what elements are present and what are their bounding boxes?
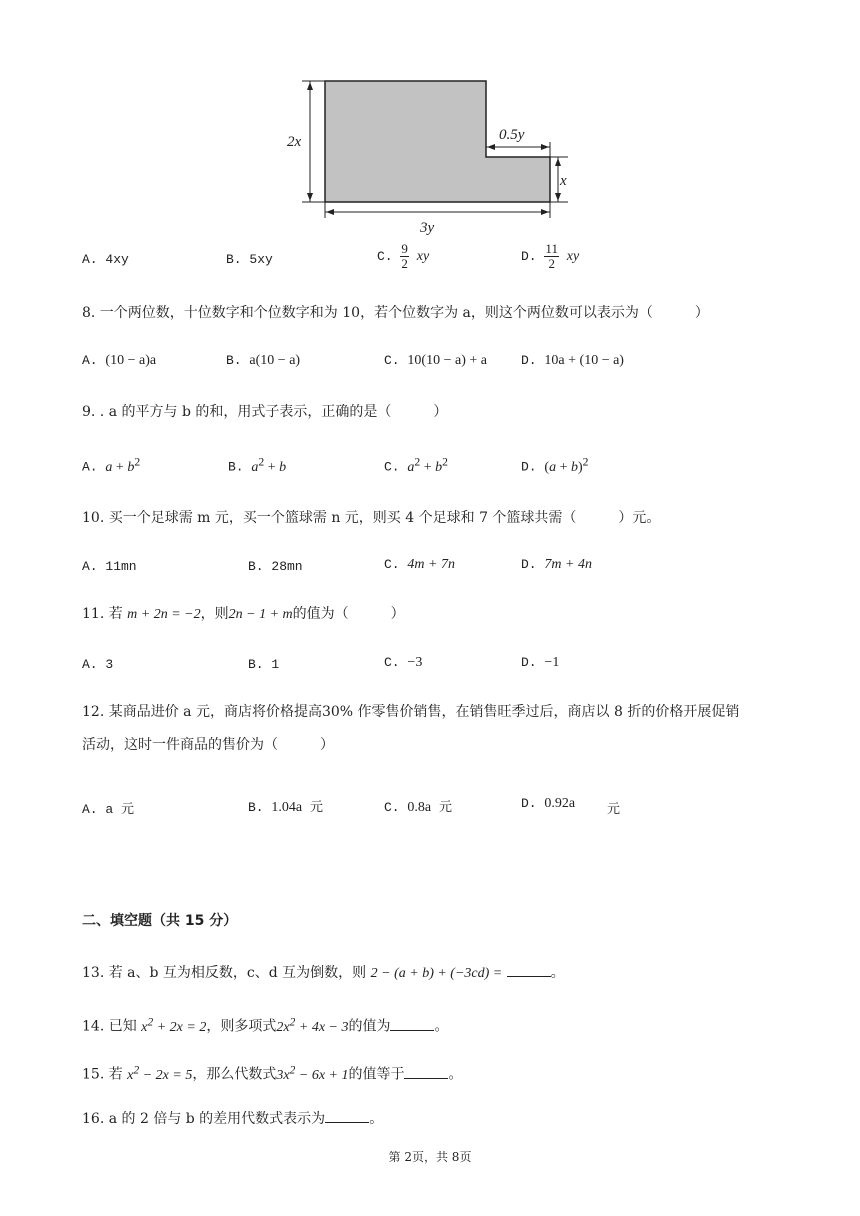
q8-b-expr: a(10 − a) xyxy=(249,353,301,368)
q15-answer-blank[interactable] xyxy=(404,1064,448,1079)
q11-option-b: B. 1 xyxy=(248,657,280,672)
q11-d-value: −1 xyxy=(544,655,560,670)
q14-text: 14. 已知 xyxy=(82,1018,137,1035)
q8-a-expr: (10 − a)a xyxy=(105,353,157,368)
q10-option-b: B. 28mn xyxy=(248,559,303,574)
q14-end: 的值为 xyxy=(348,1018,391,1035)
q10-d-prefix: D. xyxy=(521,557,537,572)
q15-end: 的值等于 xyxy=(348,1066,405,1083)
q8-c-expr: 10(10 − a) + a xyxy=(407,353,487,368)
q11-d-prefix: D. xyxy=(521,655,537,670)
q9-c-expr: $a^2 + b^2$ xyxy=(407,455,448,475)
q12-option-b xyxy=(248,796,323,816)
q10-option-d xyxy=(521,557,592,573)
q7-c-denominator: 2 xyxy=(401,256,408,271)
q7-c-variable: xy xyxy=(416,248,430,264)
q8-option-a xyxy=(82,353,156,369)
q9-stem: 9. . a 的平方与 b 的和，用式子表示，正确的是（ ） xyxy=(82,404,448,420)
q7-option-d-prefix: D. xyxy=(521,248,537,264)
q7-option-d-fraction xyxy=(544,242,559,271)
q9-option-b xyxy=(228,455,286,476)
label-05y: 0.5y xyxy=(499,127,525,143)
q13-stem xyxy=(82,962,565,984)
q12-b-prefix: B. xyxy=(248,800,264,815)
q12-option-a: A. a 元 xyxy=(82,802,135,817)
q12-option-c xyxy=(384,796,452,816)
q7-option-d xyxy=(521,242,579,271)
label-3y: 3y xyxy=(420,220,435,236)
q11-c-value: −3 xyxy=(407,655,423,670)
q10-stem: 10. 买一个足球需 m 元，买一个篮球需 n 元，则买 4 个足球和 7 个篮球共需（ ）元。 xyxy=(82,510,661,526)
q9-option-d xyxy=(521,455,589,476)
q16-text: 16. a 的 2 倍与 b 的差用代数式表示为 xyxy=(82,1111,326,1127)
q15-condition: $x^2 - 2x = 5$ xyxy=(127,1063,193,1083)
q12-option-d xyxy=(521,796,575,812)
section-fill-in-title: 二、填空题（共 15 分） xyxy=(82,913,238,929)
q8-option-b xyxy=(226,353,300,369)
q11-option-c xyxy=(384,655,422,671)
q12-c-prefix: C. xyxy=(384,800,400,815)
q9-a-prefix: A. xyxy=(82,459,98,475)
q9-d-expr: $(a + b)^2$ xyxy=(544,455,589,475)
q16-tail: 。 xyxy=(369,1111,384,1127)
q13-answer-blank[interactable] xyxy=(507,962,551,977)
q9-option-a xyxy=(82,455,140,476)
q14-polynomial: $2x^2 + 4x - 3$ xyxy=(276,1015,349,1035)
q13-text: 13. 若 a、b 互为相反数，c、d 互为倒数，则 xyxy=(82,965,367,981)
q8-d-prefix: D. xyxy=(521,353,537,368)
q11-stem-start: 11. 若 xyxy=(82,606,123,622)
q13-end: 。 xyxy=(550,965,565,981)
label-x: x xyxy=(560,173,567,189)
q12-stem-line2: 活动，这时一件商品的售价为（ ） xyxy=(82,737,334,753)
q11-stem-mid: ，则 xyxy=(200,606,229,622)
q15-expression: $3x^2 - 6x + 1$ xyxy=(276,1063,349,1083)
q7-c-numerator: 9 xyxy=(401,241,408,256)
q7-option-b: B. 5xy xyxy=(226,252,273,267)
q14-answer-blank[interactable] xyxy=(390,1016,434,1031)
q7-d-denominator: 2 xyxy=(548,256,555,271)
q12-d-prefix: D. xyxy=(521,796,537,811)
q15-mid: ，那么代数式 xyxy=(192,1066,277,1083)
q8-b-prefix: B. xyxy=(226,353,242,368)
q15-text: 15. 若 xyxy=(82,1066,123,1083)
q14-stem xyxy=(82,1012,448,1038)
l-shape-figure xyxy=(280,72,580,240)
q11-expression: 2n − 1 + m xyxy=(228,607,293,622)
q7-option-a: A. 4xy xyxy=(82,252,129,267)
q7-d-variable: xy xyxy=(566,248,580,264)
q7-option-c-prefix: C. xyxy=(377,248,393,264)
q8-option-c xyxy=(384,353,487,369)
q9-c-prefix: C. xyxy=(384,459,400,475)
q16-stem xyxy=(82,1108,383,1129)
q12-d-value: 0.92a xyxy=(544,796,576,811)
q15-stem xyxy=(82,1060,462,1086)
q14-tail: 。 xyxy=(434,1018,449,1035)
label-2x: 2x xyxy=(287,134,302,150)
q12-option-d-unit: 元 xyxy=(607,802,621,817)
q8-c-prefix: C. xyxy=(384,353,400,368)
q9-b-expr: $a^2 + b$ xyxy=(251,455,287,475)
q9-option-c xyxy=(384,455,448,476)
q9-b-prefix: B. xyxy=(228,459,244,475)
q16-answer-blank[interactable] xyxy=(325,1108,369,1123)
q10-option-c xyxy=(384,557,455,573)
q11-stem xyxy=(82,604,405,625)
q8-a-prefix: A. xyxy=(82,353,98,368)
q10-c-expr: 4m + 7n xyxy=(407,557,455,572)
q7-option-c xyxy=(377,242,429,271)
q8-stem: 8. 一个两位数，十位数字和个位数字和为 10，若个位数字为 a，则这个两位数可以表示为（ ） xyxy=(82,305,709,321)
q10-option-a: A. 11mn xyxy=(82,559,137,574)
q12-stem-line1: 12. 某商品进价 a 元，商店将价格提高30% 作零售价销售，在销售旺季过后，商店以 8 折的价格开展促销 xyxy=(82,704,740,720)
q11-stem-end: 的值为（ ） xyxy=(292,606,405,622)
q12-b-value: 1.04a xyxy=(271,800,303,815)
q15-tail: 。 xyxy=(448,1066,463,1083)
q8-option-d xyxy=(521,353,624,369)
q10-d-expr: 7m + 4n xyxy=(544,557,592,572)
q12-c-unit: 元 xyxy=(438,800,452,815)
q7-d-numerator: 11 xyxy=(545,241,558,256)
q11-option-a: A. 3 xyxy=(82,657,114,672)
q14-condition: $x^2 + 2x = 2$ xyxy=(141,1015,207,1035)
q12-c-value: 0.8a xyxy=(407,800,432,815)
q11-condition: m + 2n = −2 xyxy=(127,607,201,622)
q10-c-prefix: C. xyxy=(384,557,400,572)
q9-d-prefix: D. xyxy=(521,459,537,475)
q13-expression: 2 − (a + b) + (−3cd) = xyxy=(370,966,503,981)
q9-a-expr: $a + b^2$ xyxy=(105,455,141,475)
q11-c-prefix: C. xyxy=(384,655,400,670)
page-footer: 第 2页，共 8页 xyxy=(388,1150,472,1164)
q7-option-c-fraction xyxy=(400,242,409,271)
q12-b-unit: 元 xyxy=(309,800,323,815)
q11-option-d xyxy=(521,655,559,671)
q8-d-expr: 10a + (10 − a) xyxy=(544,353,624,368)
q14-mid: ，则多项式 xyxy=(206,1018,277,1035)
